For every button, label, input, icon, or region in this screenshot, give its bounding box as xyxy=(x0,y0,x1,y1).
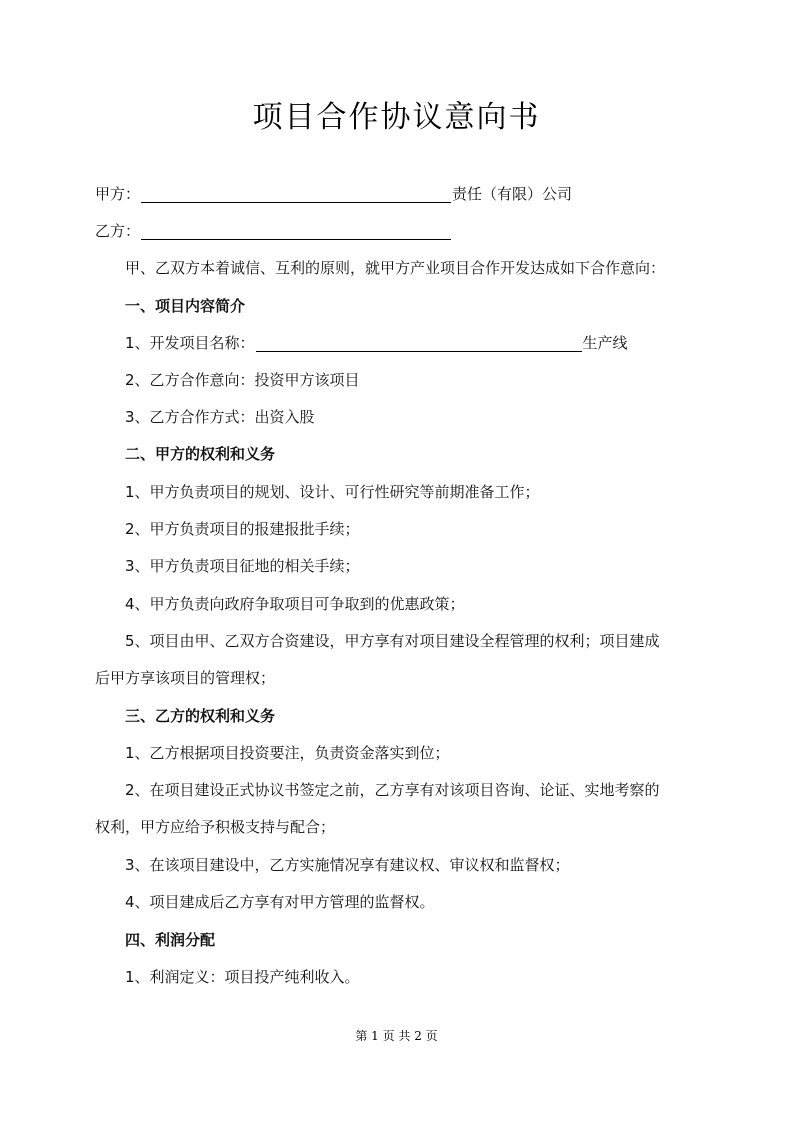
s3-item-2-line-2: 权利，甲方应给予积极支持与配合； xyxy=(95,818,336,836)
section-4-heading: 四、利润分配 xyxy=(125,931,216,949)
party-a-blank[interactable] xyxy=(141,186,451,203)
s3-item-1: 1、乙方根据项目投资要注，负责资金落实到位； xyxy=(125,744,450,762)
party-a-suffix: 责任（有限）公司 xyxy=(452,185,573,203)
s1-item-1-prefix: 1、开发项目名称： xyxy=(125,334,255,352)
project-name-blank[interactable] xyxy=(256,335,582,352)
s3-item-4: 4、项目建成后乙方享有对甲方管理的监督权。 xyxy=(125,893,435,911)
s2-item-5-line-1: 5、项目由甲、乙双方合资建设，甲方享有对项目建设全程管理的权利；项目建成 xyxy=(125,632,660,650)
s1-item-3: 3、乙方合作方式：出资入股 xyxy=(125,408,315,426)
page-footer: 第 1 页 共 2 页 xyxy=(355,1029,438,1043)
section-2-heading: 二、甲方的权利和义务 xyxy=(125,445,276,463)
s1-item-1 xyxy=(125,333,628,353)
s2-item-2: 2、甲方负责项目的报建报批手续； xyxy=(125,520,360,538)
s2-item-4: 4、甲方负责向政府争取项目可争取到的优惠政策； xyxy=(125,595,465,613)
document-title: 项目合作协议意向书 xyxy=(252,100,541,135)
party-b-label: 乙方： xyxy=(95,222,141,240)
party-a-label: 甲方： xyxy=(95,185,141,203)
party-b-line xyxy=(95,221,452,241)
s4-item-1: 1、利润定义：项目投产纯利收入。 xyxy=(125,968,360,986)
s1-item-2: 2、乙方合作意向：投资甲方该项目 xyxy=(125,371,360,389)
s2-item-1: 1、甲方负责项目的规划、设计、可行性研究等前期准备工作； xyxy=(125,483,540,501)
s2-item-5-line-2: 后甲方享该项目的管理权； xyxy=(95,669,276,687)
s3-item-3: 3、在该项目建设中，乙方实施情况享有建议权、审议权和监督权； xyxy=(125,856,570,874)
section-1-heading: 一、项目内容简介 xyxy=(125,297,246,315)
s1-item-1-suffix: 生产线 xyxy=(582,334,628,352)
party-b-blank[interactable] xyxy=(141,223,451,240)
s3-item-2-line-1: 2、在项目建设正式协议书签定之前，乙方享有对该项目咨询、论证、实地考察的 xyxy=(125,781,660,799)
intro-paragraph: 甲、乙双方本着诚信、互利的原则，就甲方产业项目合作开发达成如下合作意向： xyxy=(125,259,666,277)
party-a-line xyxy=(95,184,572,204)
section-3-heading: 三、乙方的权利和义务 xyxy=(125,707,276,725)
s2-item-3: 3、甲方负责项目征地的相关手续； xyxy=(125,557,360,575)
